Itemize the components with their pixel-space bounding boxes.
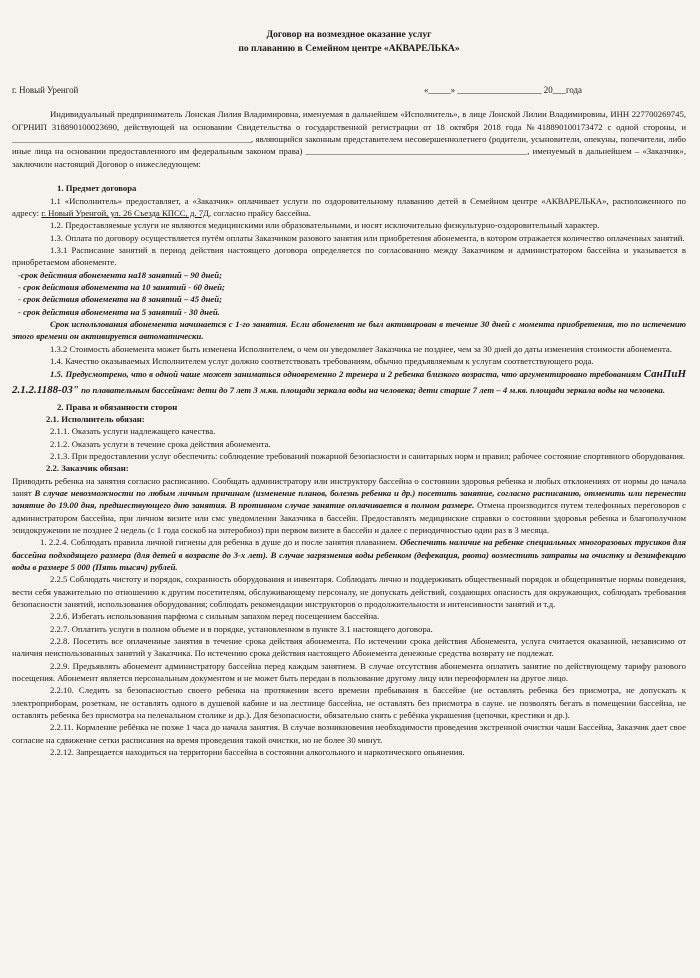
place-date-row — [12, 84, 686, 97]
clause-2-2-8: 2.2.8. Посетить все оплаченные занятия в течение срока действия абонемента. По истечении срока действия Абонемента, услуга считается оказанной, независимо от наличия неиспользованных занятий у Заказчика. По истечению срока действия настоящего Абонемента денежные средства возврату не подлежат. — [12, 636, 686, 659]
term-item-3: - срок действия абонемента на 5 занятий - 30 дней. — [18, 306, 220, 317]
clause-2-2-12: 2.2.12. Запрещается находиться на территории бассейна в состоянии алкогольного и наркотического опьянения. — [50, 747, 465, 758]
clause-2-2-7: 2.2.7. Оплатить услуги в полном объеме и в порядке, установленном в пункте 3.1 настоящего договора. — [50, 623, 433, 634]
title-line-2: по плаванию в Семейном центре «АКВАРЕЛЬКА» — [238, 42, 460, 54]
clause-1-3: 1.3. Оплата по договору осуществляется путём оплаты Заказчиком разового занятия или приобретения абонемента, в котором отражается количество оплаченных занятий. — [50, 232, 685, 243]
clause-2-2-body — [12, 475, 686, 537]
clause-1-2: 1.2. Предоставляемые услуги не являются медицинскими или образовательными, и носят исключительно физкультурно-оздоровительный характер. — [50, 220, 600, 231]
section-1-heading: 1. Предмет договора — [57, 183, 137, 194]
clause-1-4: 1.4. Качество оказываемых Исполнителем услуг должно соответствовать требованиям, обычно предъявляемым к услугам соответствующего рода. — [50, 355, 594, 366]
term-item-2: - срок действия абонемента на 8 занятий – 45 дней; — [18, 294, 222, 305]
date-field: «_____» ___________________ 20___года — [423, 84, 582, 95]
section-2-2-heading: 2.2. Заказчик обязан: — [46, 463, 129, 474]
clause-1-1-text: 1.1 «Исполнитель» предоставляет, а «Заказчик» оплачивает услуги по оздоровительному плаванию детей в Семейном центре «АКВАРЕЛЬКА», расположенного по адресу: — [12, 195, 686, 218]
place-text: г. Новый Уренгой — [12, 84, 79, 95]
clause-2-2-11: 2.2.11. Кормление ребёнка не позже 1 часа до начала занятия. В случае возникновения необходимости проведения экстренной очистки чаши Бассейна, Заказчик дает свое согласие на сдвижение сетки расписания на время проведения такой очистки, но не более 30 минут. — [12, 722, 686, 745]
clause-1-1 — [12, 195, 686, 220]
clause-2-2-10: 2.2.10. Следить за безопасностью своего ребенка на протяжении всего времени пребывания в бассейне (не оставлять ребенка без присмотра, не допускать к электроприборам, розеткам, не оставлять одного в душевой кабине и на лестнице бассейна, не оставлять без присмотра в сауне. не позволять бегать в помещении бассейна, не оставлять ребенка без присмотра на пеленальном столике и др.). Для безопасности, обязательно снять с ребёнка украшения (цепочки, крестики и др.). — [12, 685, 686, 721]
clause-2-2-9: 2.2.9. Предъявлять абонемент администратору бассейна перед каждым занятием. В случае отсутствия абонемента оплатить занятие по действующему тарифу разового посещения. Абонемент является персональным документом и не может быть передан в пользование другому лицу или переоформлен на другое лицо. — [12, 660, 686, 684]
subscription-terms-list — [12, 269, 686, 318]
section-2-1-heading: 2.1. Исполнитель обязан: — [46, 413, 145, 424]
clause-2-2-tail: Отмена производится путем телефонных переговоров с администратором бассейна, при личном визите или смс уведомлении Заказчика в бассейн. Предоставлять медицинские справки о состоянии здоровья ребенка и благополучном эпидокружении не позднее 2 недель (с 1 года соскоб на энтеробиоз) при первом визите в бассейн и далее с периодичностью один раз в 3 месяца. — [12, 500, 686, 535]
clause-2-2-4 — [12, 536, 686, 573]
term-item-1: - срок действия абонемента на 10 занятий - 60 дней; — [18, 281, 225, 292]
title-line-1: Договор на возмездное оказание услуг — [266, 29, 432, 40]
clause-1-5 — [12, 367, 686, 398]
clause-1-5-tail: по плавательным бассейнам: дети до 7 лет 3 м.кв. площади зеркала воды на человека; дети старше 7 лет – 4 м.кв. площади зеркала воды на человека. — [78, 384, 665, 395]
clause-1-5-text: 1.5. Предусмотрено, что в одной чаше может заниматься одновременно 2 тренера и 2 ребенка близкого возраста, что аргументировано требованиям — [50, 369, 644, 380]
term-item-0: -срок действия абонемента на18 занятий – 90 дней; — [18, 269, 222, 280]
clause-2-2-6: 2.2.6. Избегать использования парфюма с сильным запахом перед посещением бассейна. — [50, 611, 380, 622]
clause-1-3-1: 1.3.1 Расписание занятий в период действия настоящего договора определяется по согласованию между Заказчиком и администратором бассейна и указывается в приобретаемом абонементе. — [12, 244, 686, 268]
activation-clause: Срок использования абонемента начинается с 1-го занятия. Если абонемент не был активирован в течение 30 дней с момента приобретения, то по истечению этого времени он активируется автоматически. — [12, 318, 686, 342]
clause-2-1-2: 2.1.2. Оказать услуги в течение срока действия абонемента. — [50, 438, 271, 449]
clause-1-1-tail: , согласно прайсу бассейна. — [208, 207, 311, 218]
clause-2-2-4-text: 1. 2.2.4. Соблюдать правила личной гигиены для ребенка в душе до и после занятия плаванием. — [40, 537, 400, 548]
clause-2-1-1: 2.1.1. Оказать услуги надлежащего качества. — [50, 426, 216, 437]
clause-2-2-text: Приводить ребенка на занятия согласно расписанию. Сообщать администратору или инструктору бассейна о состоянии здоровья ребенка и любых отклонениях от нормы до начала занят — [12, 475, 686, 498]
section-2-heading: 2. Права и обязанности сторон — [57, 401, 178, 412]
intro-paragraph: Индивидуальный предприниматель Лонская Лилия Владимировна, именуемая в дальнейшем «Исполнитель», в лице Лонской Лилии Владимировны, ИНН 227700269745, ОГРНИП 318890100023690, действующей на основании Свидетельства о государственной регистрации от 18 октября 2018 года №418890100173472 с одной стороны, и _______________________________________________________, являющийся законным представителем несовершеннолетнего (родители, усыновители, опекуны, попечители, либо иные лица на основании предоставленного им федеральным законом права) ___________________________________________________, именуемый в дальнейшем – «Заказчик», заключили настоящий Договор о нижеследующем: — [12, 109, 686, 169]
clause-2-2-4-italic: Обеспечить наличие на ребенке специальных многоразовых трусиков для бассейна подходящего размера (для детей в возрасте до 3-х лет). В случае загрязнения воды ребенком (дефекация, рвота) возместить затраты на очистку и дезинфекцию воды в размере 5 000 (Пять тысяч) рублей. — [12, 537, 686, 573]
clause-2-2-5: 2.2.5 Соблюдать чистоту и порядок, сохранность оборудования и инвентаря. Соблюдать лично и поддерживать общественный порядок и общепринятые нормы поведения, вести себя уважительно по отношению к другим посетителям, обслуживающему персоналу, не допускать действий, создающих опасность для окружающих, соблюдать требования безопасности занятий, использования оборудования; соблюдать рекомендации инструкторов о продолжительности и интенсивности занятий и т.д. — [12, 574, 686, 610]
pool-address: г. Новый Уренгой, ул. 26 Съезда КПСС, д. 7Д — [41, 207, 209, 218]
clause-2-1-3: 2.1.3. При предоставлении услуг обеспечить: соблюдение требований пожарной безопасности и санитарных норм и правил; рабочее состояние спортивного оборудования. — [50, 450, 686, 461]
clause-1-3-2: 1.3.2 Стоимость абонемента может быть изменена Исполнителем, о чем он уведомляет Заказчика не позднее, чем за 30 дней до даты изменения стоимости абонемента. — [50, 343, 672, 354]
sanpin-handwritten: СанПиН 2.1.2.1188-03" — [12, 368, 686, 396]
contract-title — [12, 28, 686, 56]
clause-2-2-italic: В случае невозможности по любым личным причинам (изменение планов, болезнь ребенка и др.) посетить занятие, согласно расписанию, отменить или перенести занятие до 19.00 дня, предшествующего дню занятия. В противном случае занятие оплачивается в полном размере. — [12, 487, 686, 511]
